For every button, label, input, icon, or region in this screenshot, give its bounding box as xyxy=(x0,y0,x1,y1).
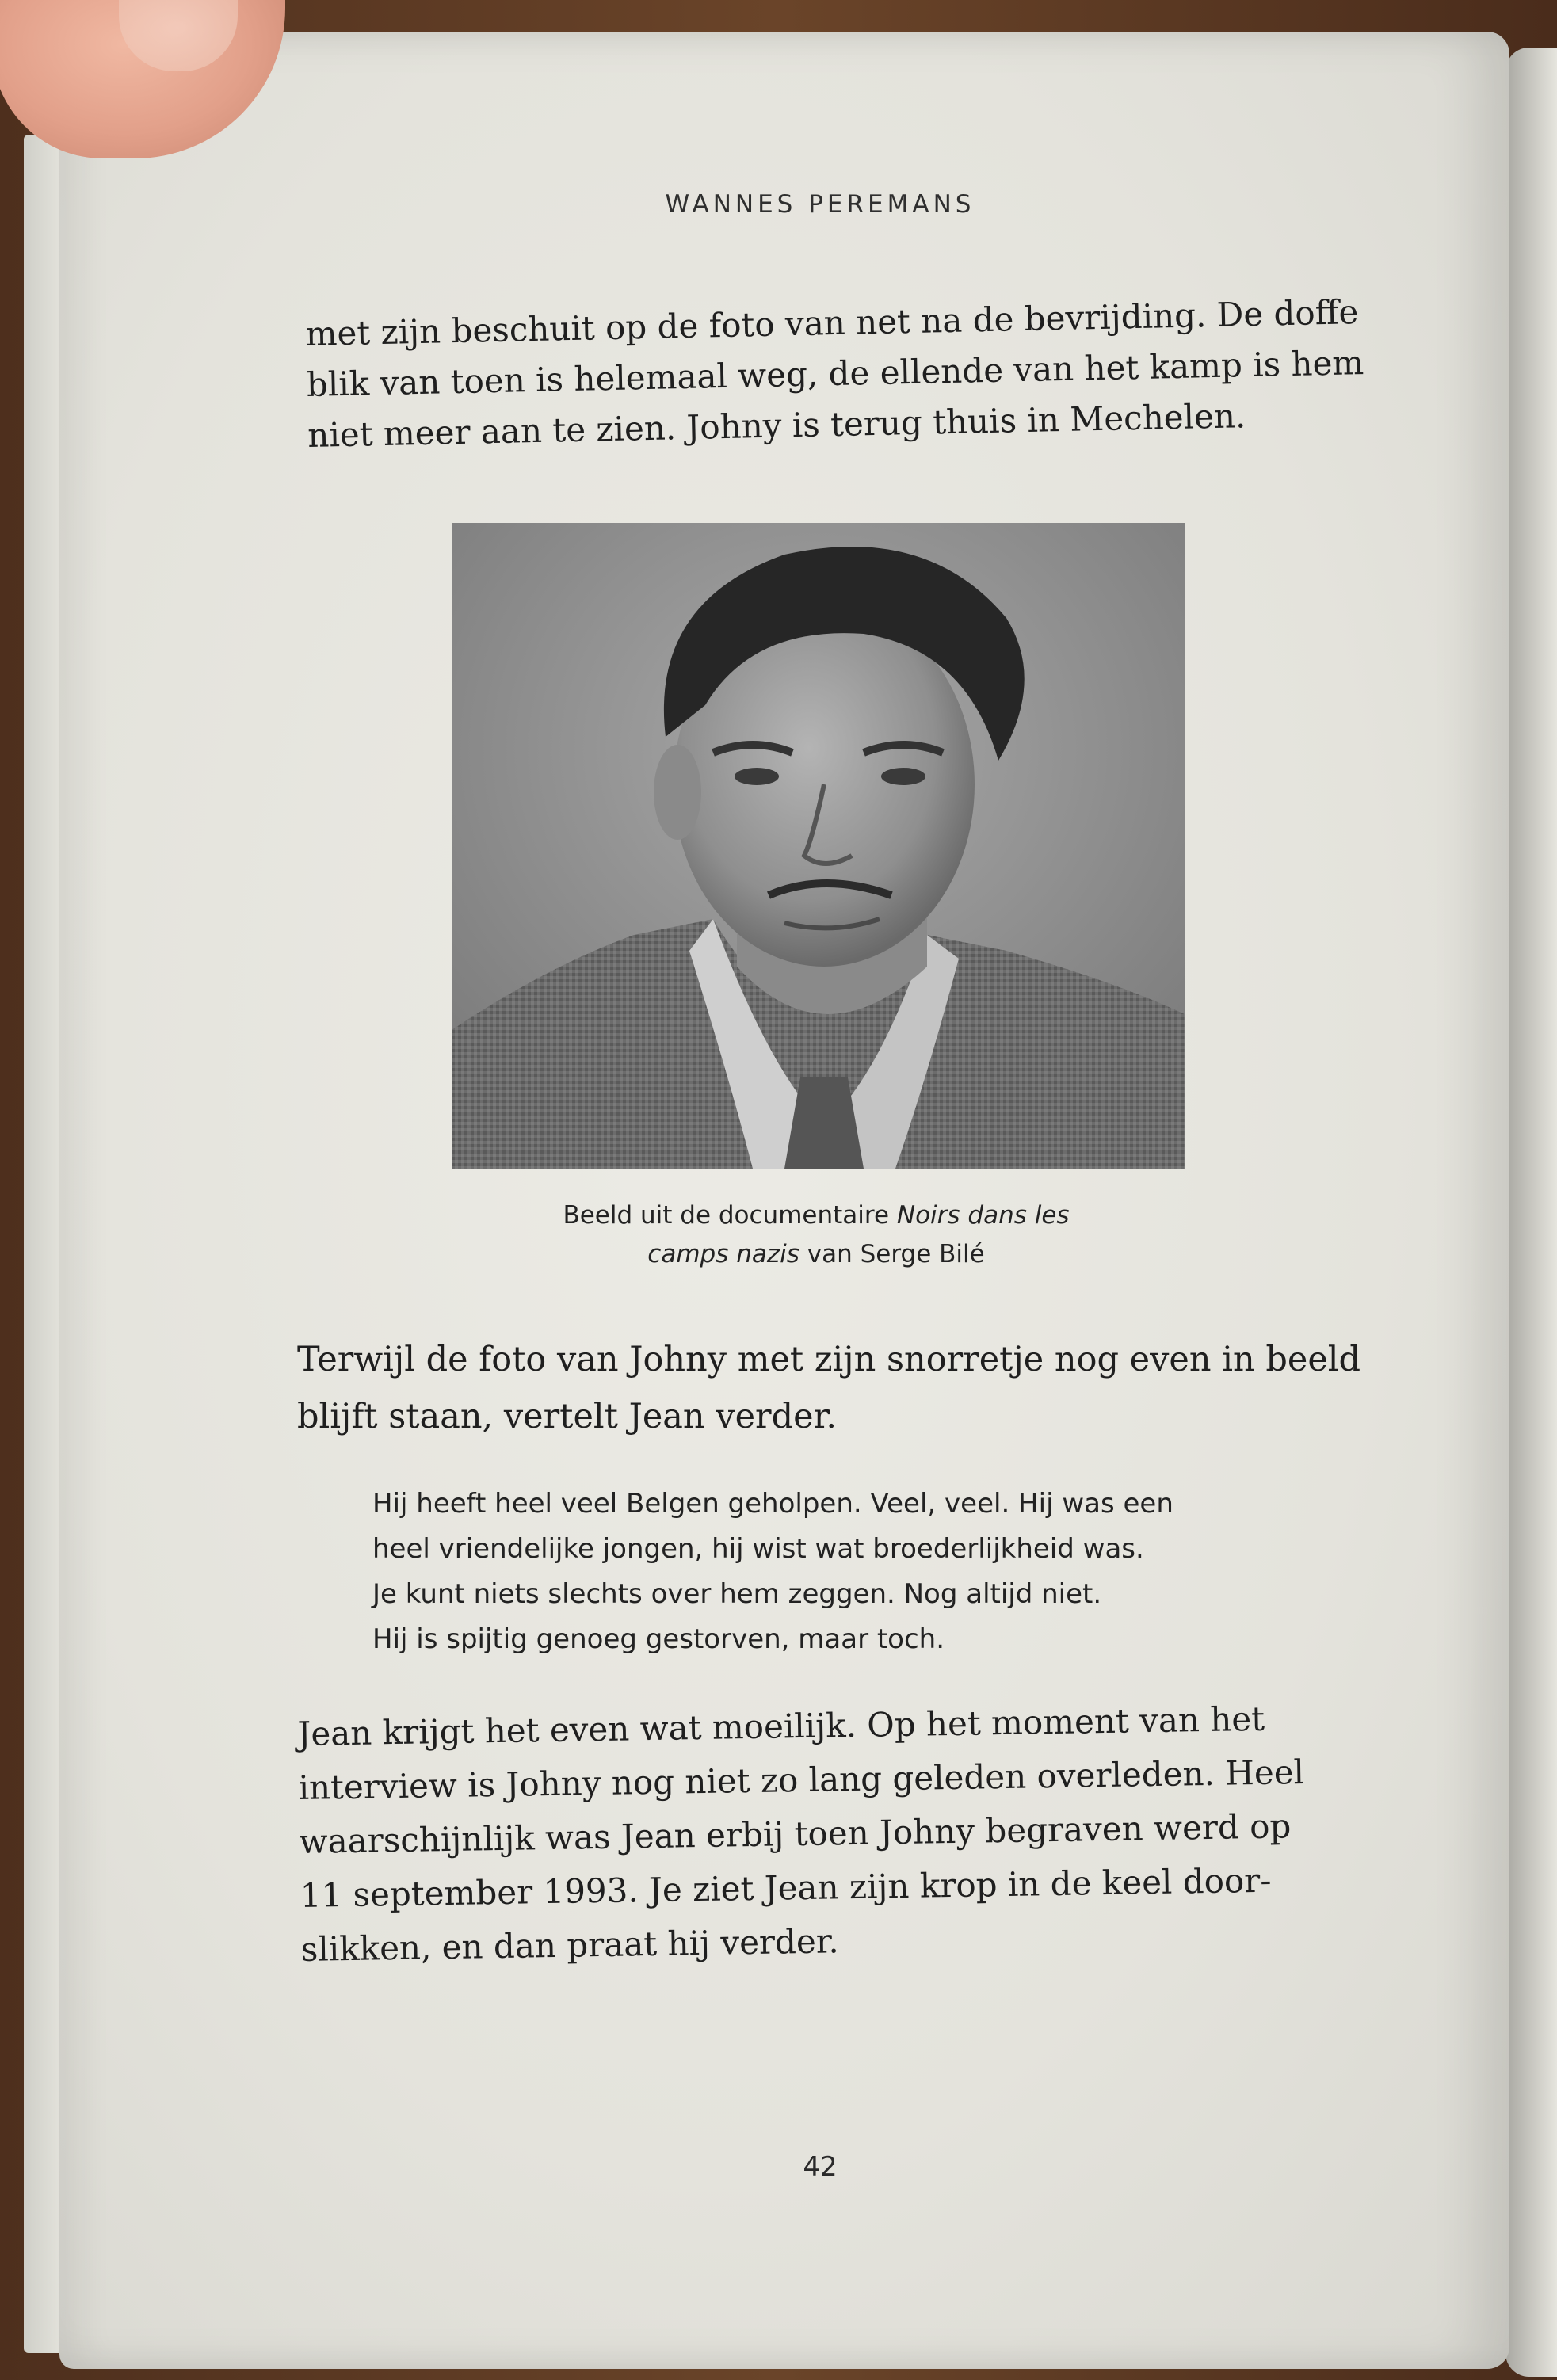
paragraph-line: met zijn beschuit op de foto van net na de bevrijding. De doffe xyxy=(305,292,1359,353)
running-head: WANNES PEREMANS xyxy=(665,190,975,219)
paragraph-3 xyxy=(297,1692,1307,1977)
quote-line: Hij heeft heel veel Belgen geholpen. Veel, veel. Hij was een xyxy=(372,1488,1173,1520)
paragraph-line: blijft staan, vertelt Jean verder. xyxy=(297,1397,838,1436)
paragraph-1 xyxy=(305,287,1365,461)
page-number: 42 xyxy=(803,2151,838,2183)
quote-line: heel vriendelijke jongen, hij wist wat broederlijkheid was. xyxy=(372,1533,1144,1565)
quote-line: Je kunt niets slechts over hem zeggen. Nog altijd niet. xyxy=(372,1578,1102,1610)
paragraph-line: interview is Johny nog niet zo lang geleden overleden. Heel xyxy=(298,1753,1305,1807)
quote-line: Hij is spijtig genoeg gestorven, maar toch. xyxy=(372,1623,945,1655)
caption-title-italic: Noirs dans les xyxy=(896,1201,1070,1230)
paragraph-line: Terwijl de foto van Johny met zijn snorretje nog even in beeld xyxy=(297,1340,1361,1379)
paragraph-line: blik van toen is helemaal weg, de ellende van het kamp is hem xyxy=(306,343,1364,404)
paragraph-line: niet meer aan te zien. Johny is terug thuis in Mechelen. xyxy=(307,396,1246,455)
next-page-edge xyxy=(1505,48,1557,2377)
paragraph-2 xyxy=(297,1331,1360,1445)
paragraph-line: 11 september 1993. Je ziet Jean zijn krop in de keel door- xyxy=(300,1860,1272,1915)
caption-text: Beeld uit de documentaire xyxy=(563,1201,897,1230)
photo-caption xyxy=(341,1196,1292,1274)
block-quote xyxy=(372,1482,1173,1662)
caption-line xyxy=(341,1196,1292,1235)
caption-title-italic: camps nazis xyxy=(647,1240,799,1268)
portrait-illustration xyxy=(452,523,1185,1169)
paragraph-line: Jean krijgt het even wat moeilijk. Op het moment van het xyxy=(297,1699,1265,1753)
portrait-photo xyxy=(452,523,1185,1169)
paragraph-line: waarschijnlijk was Jean erbij toen Johny begraven werd op xyxy=(299,1806,1292,1861)
caption-text: van Serge Bilé xyxy=(799,1240,985,1268)
paragraph-line: slikken, en dan praat hij verder. xyxy=(300,1921,839,1969)
caption-line xyxy=(341,1235,1292,1274)
